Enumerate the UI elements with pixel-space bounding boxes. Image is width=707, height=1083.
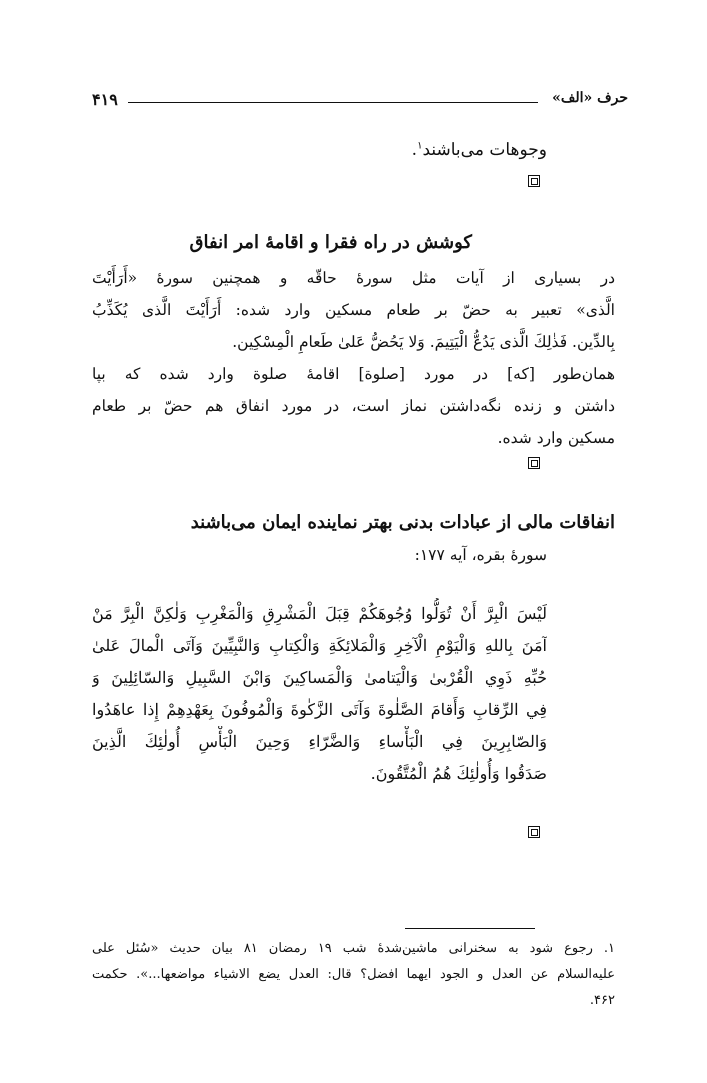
verse-source: سورهٔ بقره، آیه ۱۷۷: <box>414 546 547 564</box>
intro-text: وجوهات می‌باشند <box>422 140 547 160</box>
quran-verse <box>92 598 547 790</box>
footnote-line: علیه‌السلام عن العدل و الجود ایهما افضل؟ قال: العدل يضع الاشياء مواضعها...». حکمت <box>92 967 615 982</box>
section-end-ornament-icon <box>528 457 540 469</box>
verse-line: آمَنَ بِاللهِ وَالْيَوْمِ الْآخِرِ وَالْمَلائِكَةِ وَالْكِتابِ وَالنَّبِيِّينَ وَآتَى الْمالَ عَلىٰ <box>92 636 547 655</box>
verse-line: لَيْسَ الْبِرَّ أَنْ تُوَلُّوا وُجُوهَكُمْ قِبَلَ الْمَشْرِقِ وَالْمَغْرِبِ وَلٰكِنَّ الْبِرَّ مَنْ <box>92 604 547 623</box>
section-end-ornament-icon <box>528 175 540 187</box>
body-line: داشتن و زنده نگه‌داشتن نماز است، در مورد انفاق هم حضّ بر طعام <box>92 397 615 415</box>
running-header <box>92 90 628 114</box>
footnote-line: ۴۶۲. <box>589 993 615 1008</box>
footnote-line: ۱. رجوع شود به سخنرانی ماشین‌شدهٔ شب ۱۹ رمضان ۸۱ بیان حدیث «سُئل علی <box>92 941 615 956</box>
page-number: ۴۱۹ <box>92 90 118 109</box>
intro-paragraph: وجوهات می‌باشند$^۱$. <box>411 140 547 160</box>
verse-line: حُبِّهِ ذَوِي الْقُرْبىٰ وَالْيَتامىٰ وَالْمَساكِينَ وَابْنَ السَّبِيلِ وَالسّائِلِينَ وَ <box>92 668 547 687</box>
section1-body <box>92 262 615 454</box>
verse-line: وَالصّابِرِينَ فِي الْبَأْساءِ وَالضَّرّاءِ وَحِينَ الْبَأْسِ أُولٰئِكَ الَّذِينَ <box>92 732 547 751</box>
footnote <box>92 936 615 1014</box>
body-line: مسکین وارد شده. <box>497 429 615 447</box>
section-heading-financial-spending: انفاقات مالی از عبادات بدنی بهتر نماینده ایمان می‌باشند <box>190 512 615 533</box>
footnote-separator <box>405 928 535 929</box>
body-line: همان‌طور [که] در مورد [صلوة] اقامهٔ صلوة وارد شده که بپا <box>92 365 615 383</box>
body-line: بِالدِّين. فَذٰلِكَ الَّذی يَدُعُّ الْيَتِيمَ. وَلا يَحُضُّ عَلىٰ طَعامِ الْمِسْكِين. <box>232 333 615 351</box>
footnote-reference: ۱ <box>417 140 423 152</box>
chapter-title: حرف «الف» <box>552 90 628 106</box>
body-line: الَّذی» تعبیر به حضّ بر طعام مسکین وارد شده: أَرَأَيْتَ الَّذى يُكَذِّبُ <box>92 301 615 319</box>
header-rule <box>128 102 538 103</box>
section-heading-charity-effort: کوشش در راه فقرا و اقامهٔ امر انفاق <box>189 232 472 253</box>
verse-line: فِي الرِّقابِ وَأَقامَ الصَّلٰوةَ وَآتَى الزَّكٰوةَ وَالْمُوفُونَ بِعَهْدِهِمْ إِذا عاهَدُوا <box>92 700 547 719</box>
verse-line: صَدَقُوا وَأُولٰئِكَ هُمُ الْمُتَّقُونَ. <box>370 764 547 783</box>
body-line: در بسیاری از آیات مثل سورهٔ حاقّه و همچنین سورهٔ «أَرَأَيْتَ <box>92 269 615 287</box>
section-end-ornament-icon <box>528 826 540 838</box>
